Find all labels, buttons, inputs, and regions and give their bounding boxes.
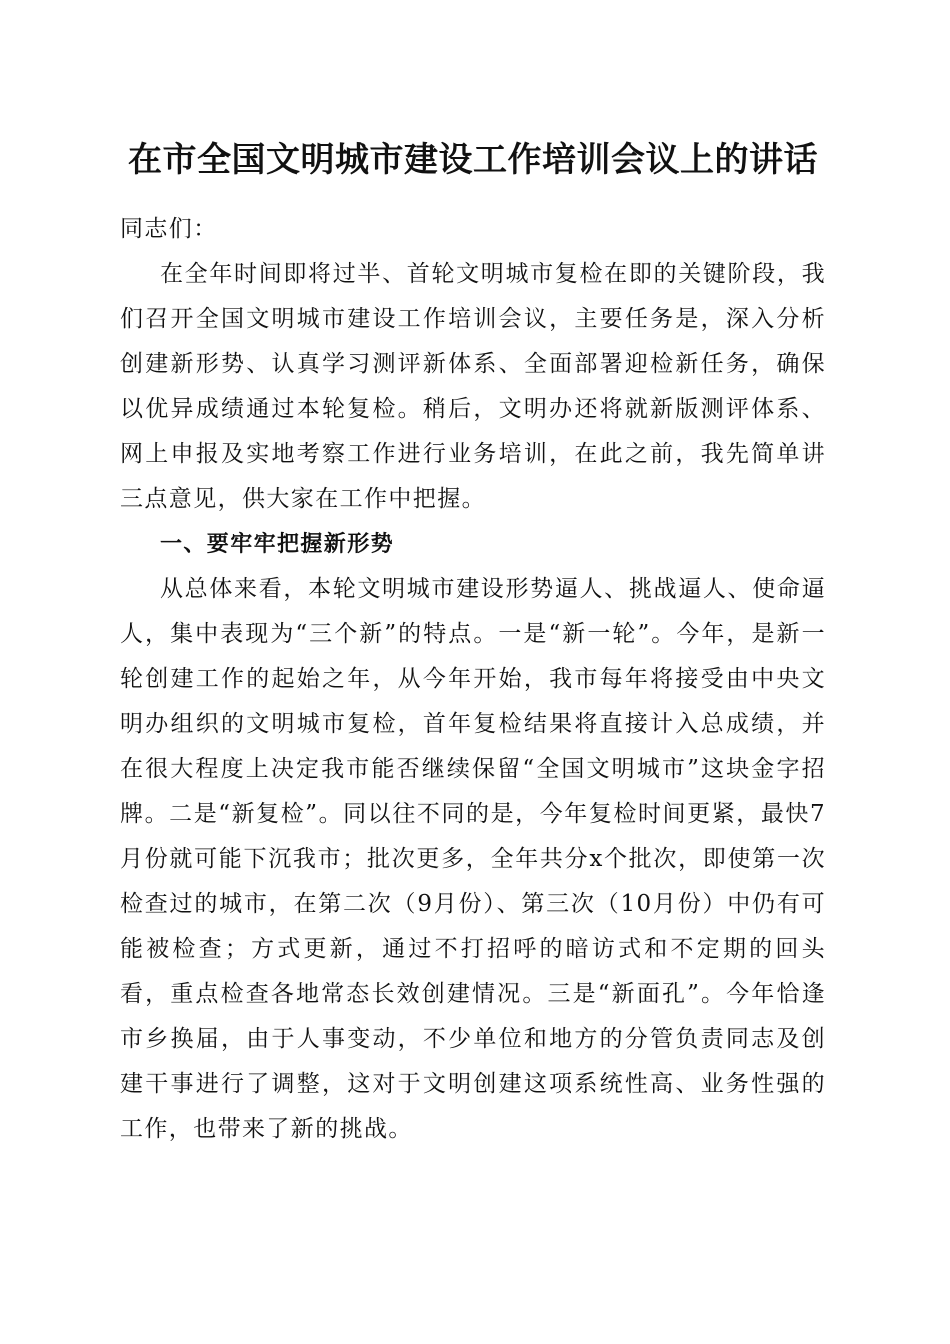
section-heading-1: 一、要牢牢把握新形势 [160,532,395,557]
document-body [120,207,826,1152]
document-title: 在市全国文明城市建设工作培训会议上的讲话 [128,140,818,180]
paragraph-intro: 在全年时间即将过半、首轮文明城市复检在即的关键阶段，我们召开全国文明城市建设工作培训会议，主要任务是，深入分析创建新形势、认真学习测评新体系、全面部署迎检新任务，确保以优异成绩通过本轮复检。稍后，文明办还将就新版测评体系、网上申报及实地考察工作进行业务培训，在此之前，我先简单讲三点意见，供大家在工作中把握。 [120,261,826,512]
salutation: 同志们： [120,216,218,242]
paragraph-situation: 从总体来看，本轮文明城市建设形势逼人、挑战逼人、使命逼人，集中表现为“三个新”的特点。一是“新一轮”。今年，是新一轮创建工作的起始之年，从今年开始，我市每年将接受由中央文明办组织的文明城市复检，首年复检结果将直接计入总成绩，并在很大程度上决定我市能否继续保留“全国文明城市”这块金字招牌。二是“新复检”。同以往不同的是，今年复检时间更紧，最快7月份就可能下沉我市；批次更多，全年共分x个批次，即使第一次检查过的城市，在第二次（9月份）、第三次（10月份）中仍有可能被检查；方式更新，通过不打招呼的暗访式和不定期的回头看，重点检查各地常态长效创建情况。三是“新面孔”。今年恰逢市乡换届，由于人事变动，不少单位和地方的分管负责同志及创建干事进行了调整，这对于文明创建这项系统性高、业务性强的工作，也带来了新的挑战。 [120,576,826,1142]
